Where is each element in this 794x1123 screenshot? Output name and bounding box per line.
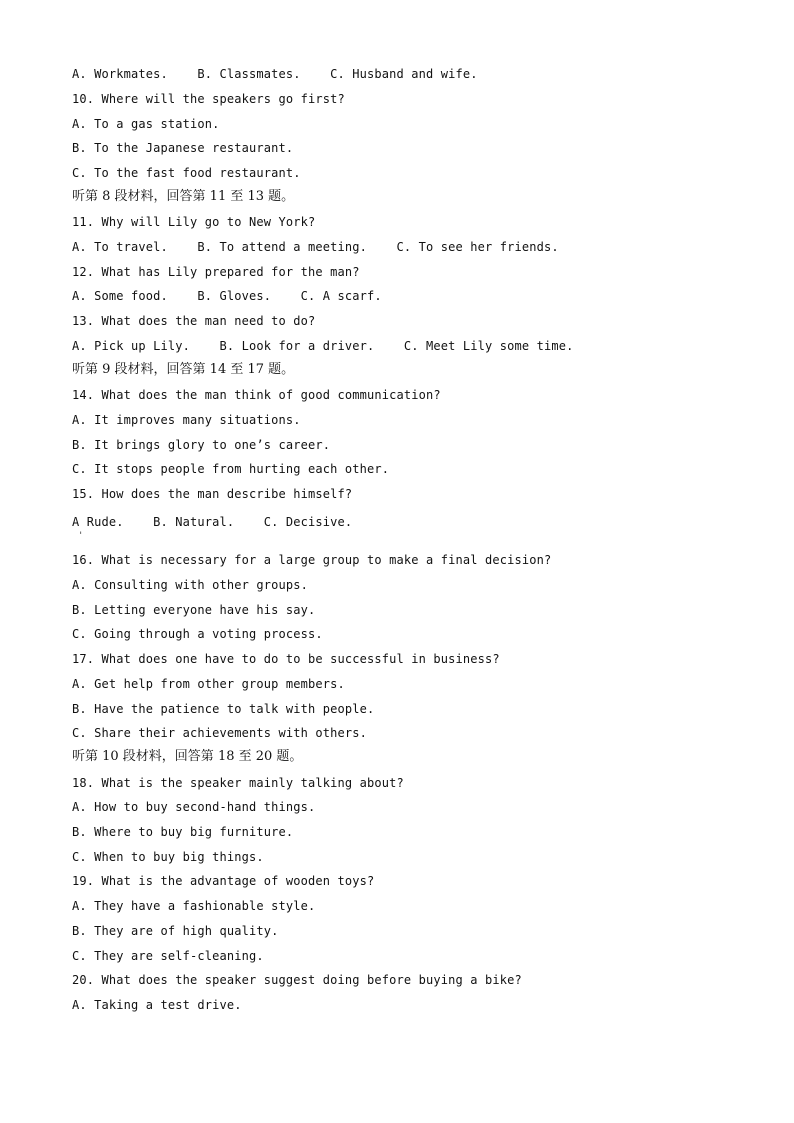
q16-option-a: A. Consulting with other groups. xyxy=(72,578,308,592)
q9-options: A. Workmates. B. Classmates. C. Husband and wife. xyxy=(72,67,478,81)
q17-question: 17. What does one have to do to be successful in business? xyxy=(72,652,500,666)
q17-option-b: B. Have the patience to talk with people. xyxy=(72,702,375,716)
q12-options: A. Some food. B. Gloves. C. A scarf. xyxy=(72,289,382,303)
q18-option-a: A. How to buy second-hand things. xyxy=(72,800,316,814)
q13-question: 13. What does the man need to do? xyxy=(72,314,316,328)
q14-option-b: B. It brings glory to one’s career. xyxy=(72,438,331,452)
q17-option-c: C. Share their achievements with others. xyxy=(72,726,367,740)
section-heading-9: 听第 9 段材料，回答第 14 至 17 题。 xyxy=(72,362,295,377)
q10-question: 10. Where will the speakers go first? xyxy=(72,92,345,106)
q15-options: A Rude. B. Natural. C. Decisive. xyxy=(72,515,353,529)
q16-question: 16. What is necessary for a large group to make a final decision? xyxy=(72,553,552,567)
q18-option-c: C. When to buy big things. xyxy=(72,850,264,864)
section-heading-8: 听第 8 段材料，回答第 11 至 13 题。 xyxy=(72,189,295,204)
q10-option-b: B. To the Japanese restaurant. xyxy=(72,141,294,155)
q20-option-a: A. Taking a test drive. xyxy=(72,998,242,1012)
q18-question: 18. What is the speaker mainly talking about? xyxy=(72,776,404,790)
q16-option-c: C. Going through a voting process. xyxy=(72,627,323,641)
q14-question: 14. What does the man think of good communication? xyxy=(72,388,441,402)
q18-option-b: B. Where to buy big furniture. xyxy=(72,825,294,839)
q13-options: A. Pick up Lily. B. Look for a driver. C. Meet Lily some time. xyxy=(72,339,574,353)
q10-option-c: C. To the fast food restaurant. xyxy=(72,166,301,180)
q19-question: 19. What is the advantage of wooden toys? xyxy=(72,874,375,888)
section-heading-10: 听第 10 段材料，回答第 18 至 20 题。 xyxy=(72,749,303,764)
q19-option-b: B. They are of high quality. xyxy=(72,924,279,938)
q11-question: 11. Why will Lily go to New York? xyxy=(72,215,316,229)
q19-option-a: A. They have a fashionable style. xyxy=(72,899,316,913)
q14-option-c: C. It stops people from hurting each other. xyxy=(72,462,390,476)
q10-option-a: A. To a gas station. xyxy=(72,117,220,131)
q19-option-c: C. They are self-cleaning. xyxy=(72,949,264,963)
q11-options: A. To travel. B. To attend a meeting. C. To see her friends. xyxy=(72,240,559,254)
q14-option-a: A. It improves many situations. xyxy=(72,413,301,427)
q16-option-b: B. Letting everyone have his say. xyxy=(72,603,316,617)
stray-mark: ' xyxy=(78,531,84,541)
q17-option-a: A. Get help from other group members. xyxy=(72,677,345,691)
q15-question: 15. How does the man describe himself? xyxy=(72,487,353,501)
q20-question: 20. What does the speaker suggest doing before buying a bike? xyxy=(72,973,522,987)
q12-question: 12. What has Lily prepared for the man? xyxy=(72,265,360,279)
